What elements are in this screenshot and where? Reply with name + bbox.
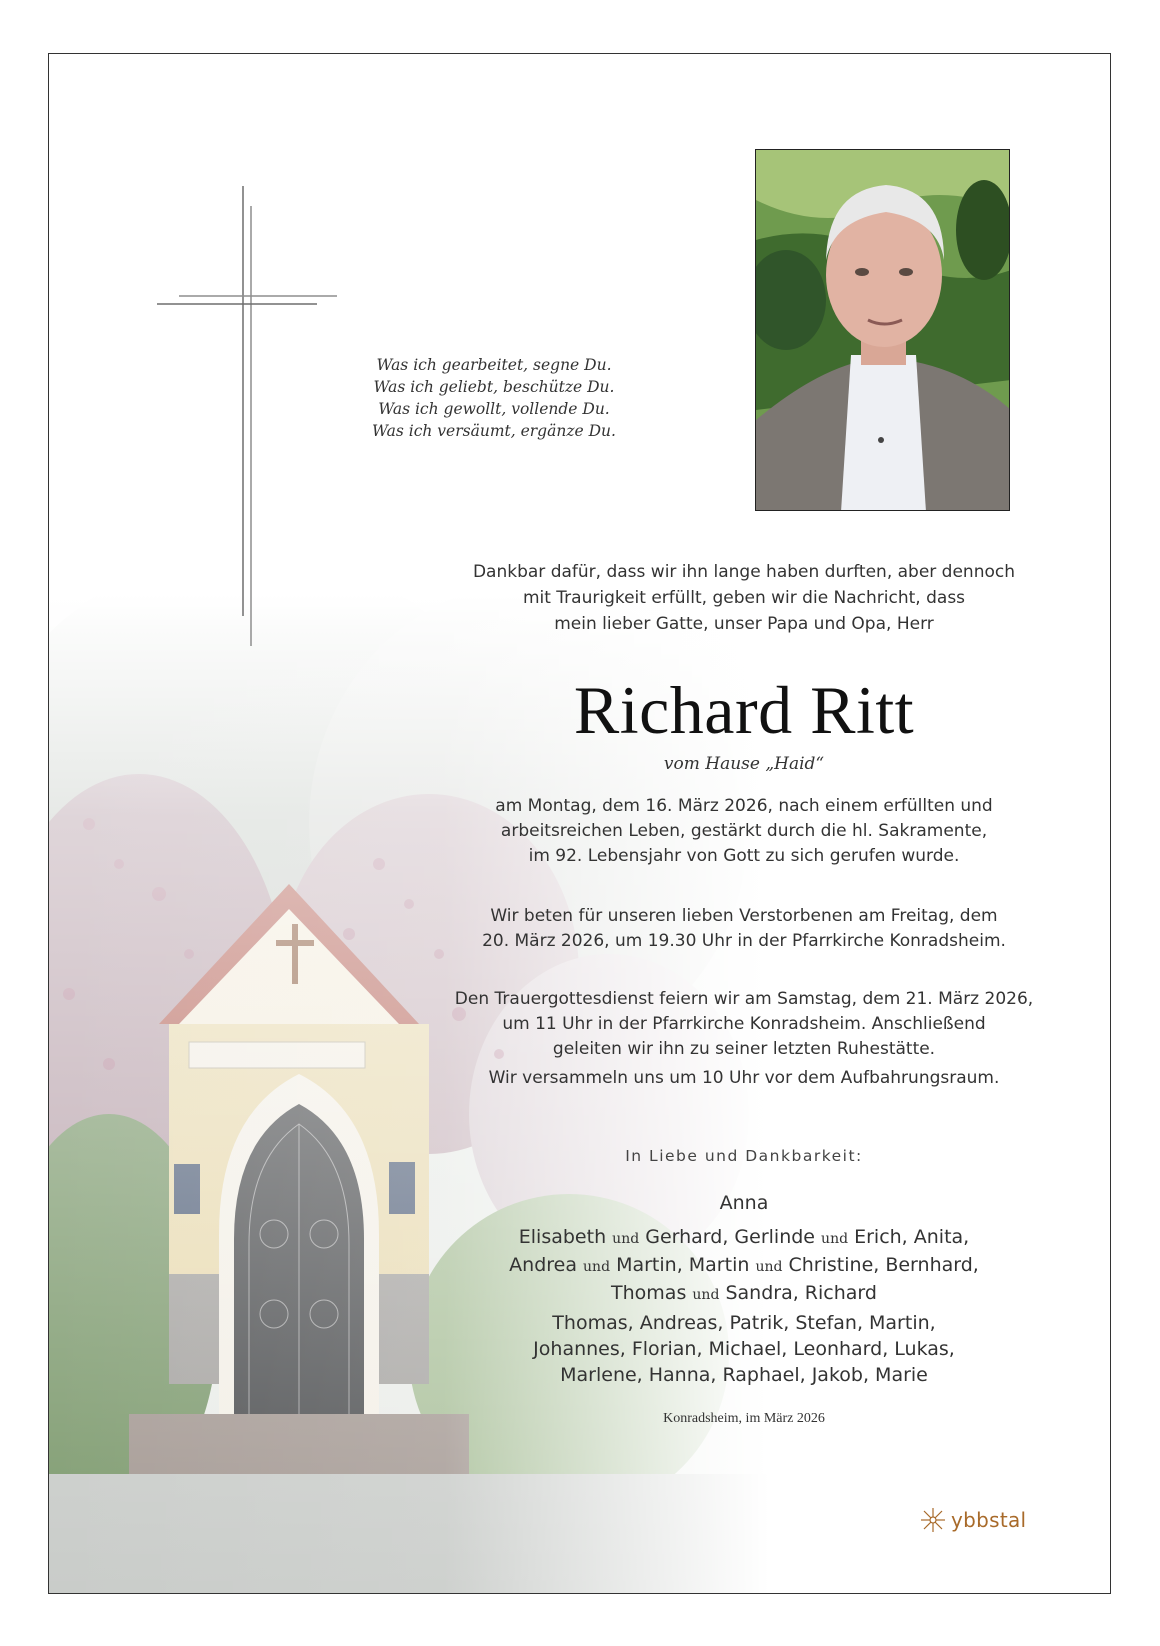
intro-line: mein lieber Gatte, unser Papa und Opa, Herr [554, 614, 934, 634]
grandchildren-list [379, 1310, 1109, 1388]
intro-line: Dankbar dafür, dass wir ihn lange haben durften, aber dennoch [472, 562, 1016, 582]
house-name: vom Hause „Haid“ [663, 754, 825, 774]
paragraph-line: Wir versammeln uns um 10 Uhr vor dem Aufbahrungsraum. [488, 1068, 1000, 1088]
gratitude-heading: In Liebe und Dankbarkeit: [625, 1147, 863, 1165]
ybbstal-logo [919, 1504, 1039, 1536]
verse-line: Was ich gearbeitet, segne Du. [376, 356, 612, 374]
paragraph-line: am Montag, dem 16. März 2026, nach einem erfüllten und [495, 796, 993, 816]
spouse-name: Anna [719, 1192, 769, 1214]
mourner-name: Erich, Anita, [854, 1226, 970, 1248]
mourner-name: Andrea [509, 1254, 577, 1276]
paragraph-line: im 92. Lebensjahr von Gott zu sich gerufen wurde. [528, 846, 960, 866]
funeral-service [379, 987, 1109, 1062]
verse [349, 354, 639, 442]
verse-line: Was ich versäumt, ergänze Du. [372, 422, 616, 440]
paragraph-line: um 11 Uhr in der Pfarrkirche Konradsheim. Anschließend [502, 1014, 986, 1034]
mourner-name: Elisabeth [518, 1226, 607, 1248]
paragraph-line: geleiten wir ihn zu seiner letzten Ruhestätte. [552, 1039, 936, 1059]
obituary-card [48, 53, 1111, 1594]
children-line [379, 1280, 1109, 1308]
paragraph-line: arbeitsreichen Leben, gestärkt durch die hl. Sakramente, [500, 821, 988, 841]
deceased-name: Richard Ritt [573, 672, 915, 748]
gathering-info [379, 1066, 1109, 1091]
mourner-name: Gerhard, Gerlinde [645, 1226, 815, 1248]
und-connector: und [692, 1287, 720, 1303]
intro-text [379, 559, 1109, 637]
prayer-service [379, 904, 1109, 954]
dandelion-icon [919, 1506, 947, 1534]
place-date: Konradsheim, im März 2026 [663, 1411, 825, 1426]
children-list [379, 1224, 1109, 1308]
paragraph-line: Wir beten für unseren lieben Verstorbenen am Freitag, dem [490, 906, 998, 926]
paragraph-line: 20. März 2026, um 19.30 Uhr in der Pfarrkirche Konradsheim. [482, 931, 1006, 951]
und-connector: und [612, 1231, 640, 1247]
mourner-name: Thomas [611, 1282, 687, 1304]
mourner-name: Christine, Bernhard, [788, 1254, 979, 1276]
mourner-name: Sandra, Richard [725, 1282, 877, 1304]
death-announcement [379, 794, 1109, 869]
paragraph-line: Den Trauergottesdienst feiern wir am Samstag, dem 21. März 2026, [454, 989, 1034, 1009]
cross-icon [157, 186, 337, 646]
grandchildren-line: Johannes, Florian, Michael, Leonhard, Lukas, [533, 1338, 955, 1360]
children-line [379, 1224, 1109, 1252]
grandchildren-line: Marlene, Hanna, Raphael, Jakob, Marie [560, 1364, 928, 1386]
grandchildren-line: Thomas, Andreas, Patrik, Stefan, Martin, [552, 1312, 936, 1334]
und-connector: und [821, 1231, 849, 1247]
portrait-image [756, 150, 1010, 511]
mourner-name: Martin, Martin [616, 1254, 750, 1276]
und-connector: und [583, 1259, 611, 1275]
intro-line: mit Traurigkeit erfüllt, geben wir die Nachricht, dass [522, 588, 966, 608]
portrait-photo [755, 149, 1010, 511]
logo-text: ybbstal [951, 1508, 1027, 1532]
verse-line: Was ich geliebt, beschütze Du. [373, 378, 615, 396]
verse-line: Was ich gewollt, vollende Du. [378, 400, 610, 418]
children-line [379, 1252, 1109, 1280]
und-connector: und [755, 1259, 783, 1275]
